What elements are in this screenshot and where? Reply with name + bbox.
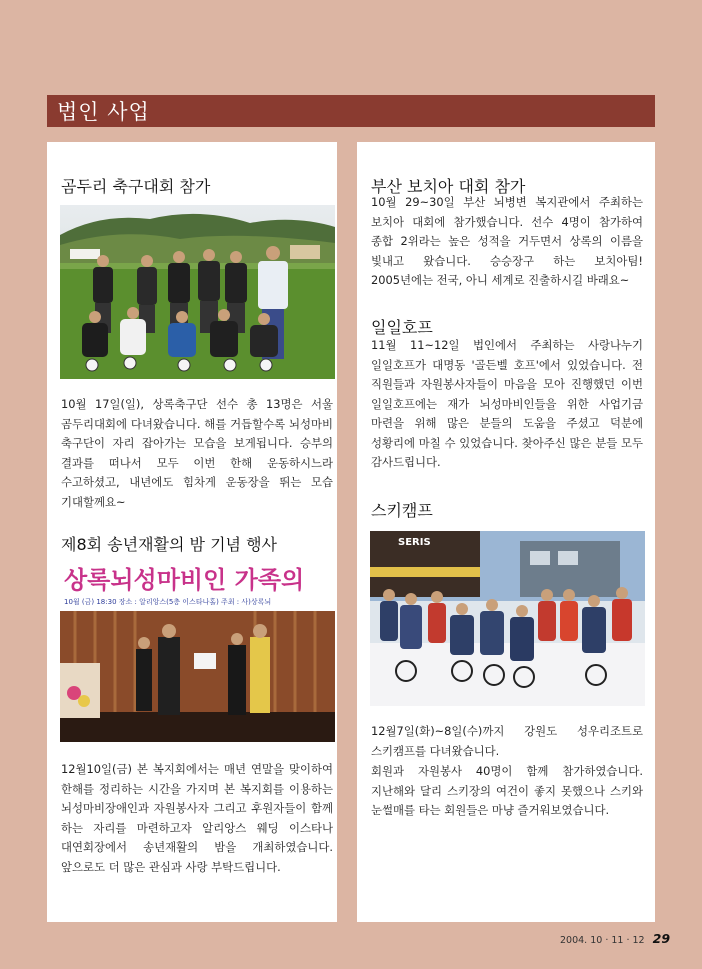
event-banner-text: 상록뇌성마비인 가족의 xyxy=(64,567,305,594)
year-end-event-photo xyxy=(60,567,335,742)
ski-camp-body-1: 12월7일(화)~8일(수)까지 강원도 성우리조트로 스키캠프를 다녀왔습니다. xyxy=(371,724,643,758)
ski-resort-sign: SERIS xyxy=(398,537,431,548)
soccer-article-body: 10월 17일(일), 상록축구단 선수 총 13명은 서울 곰두리대회에 다녀왔습니다. 해를 거듭할수록 뇌성마비 축구단이 자리 잡아가는 모습을 보게됩니다. 승부의 결과를 떠나서 모두 이번 한해 운동하시느라 수고하셨고, 내년에도 힘차게 운동장을 뛰는 모습 기대할께요~ xyxy=(61,397,333,509)
boccia-article-title: 부산 보치아 대회 참가 xyxy=(371,177,526,196)
soccer-article-title: 곰두리 축구대회 참가 xyxy=(61,177,211,196)
soccer-team-photo xyxy=(60,205,335,379)
page-number: 29 xyxy=(652,931,671,946)
boccia-article-body: 10월 29~30일 부산 뇌병변 복지관에서 주최하는 보치아 대회에 참가했습니다. 선수 4명이 참가하여 종합 2위라는 높은 성적을 거두면서 상록의 이름을 빛내고 왔습니다. 승승장구 하는 보치아팀! 2005년에는 전국, 아니 세계로 진출하시길 바래요~ xyxy=(371,195,643,287)
event-banner-details: 10월 (금) 18:30 장소 : 알리앙스(5층 이스타나홀) 주최 : 사)상록뇌 xyxy=(64,598,272,606)
ski-camp-article-title: 스키캠프 xyxy=(371,501,433,520)
ski-camp-body-2: 회원과 자원봉사 40명이 함께 참가하였습니다. 지난해와 달리 스키장의 여건이 좋지 못했으나 스키와 눈썰매를 타는 회원들은 마냥 즐거워보였습니다. xyxy=(371,764,643,817)
left-column xyxy=(47,142,337,922)
hof-article-title: 일일호프 xyxy=(371,318,433,337)
section-title: 법인 사업 xyxy=(57,100,150,124)
page-footer xyxy=(560,931,670,946)
year-end-article-title: 제8회 송년재활의 밤 기념 행사 xyxy=(61,535,277,554)
year-end-article-body: 12월10일(금) 본 복지회에서는 매년 연말을 맞이하여 한해를 정리하는 시간을 가지며 본 복지회를 이용하는 뇌성마비장애인과 자원봉사자 그리고 후원자들이 함께 하는 자리를 마련하고자 알리앙스 웨딩 이스타나 대연회장에서 송년재활의 밤을 개최하였습니다. 앞으로도 더 많은 관심과 사랑 부탁드립니다. xyxy=(61,762,333,874)
right-column xyxy=(357,142,655,922)
hof-article-body: 11월 11~12일 법인에서 주최하는 사랑나누기 일일호프가 대명동 '골든벨 호프'에서 있었습니다. 전 직원들과 자원봉사자들이 마음을 모아 진행했던 이번 일일호프에는 재가 뇌성마비인들을 위한 사업기금 마련을 위해 많은 분들의 도움을 주셨고 덕분에 성황리에 마칠 수 있었습니다. 찾아주신 많은 분들 모두 감사드립니다. xyxy=(371,338,643,469)
section-header-bar xyxy=(47,95,655,127)
issue-date: 2004. 10 · 11 · 12 xyxy=(560,935,645,946)
ski-camp-photo xyxy=(370,531,645,706)
